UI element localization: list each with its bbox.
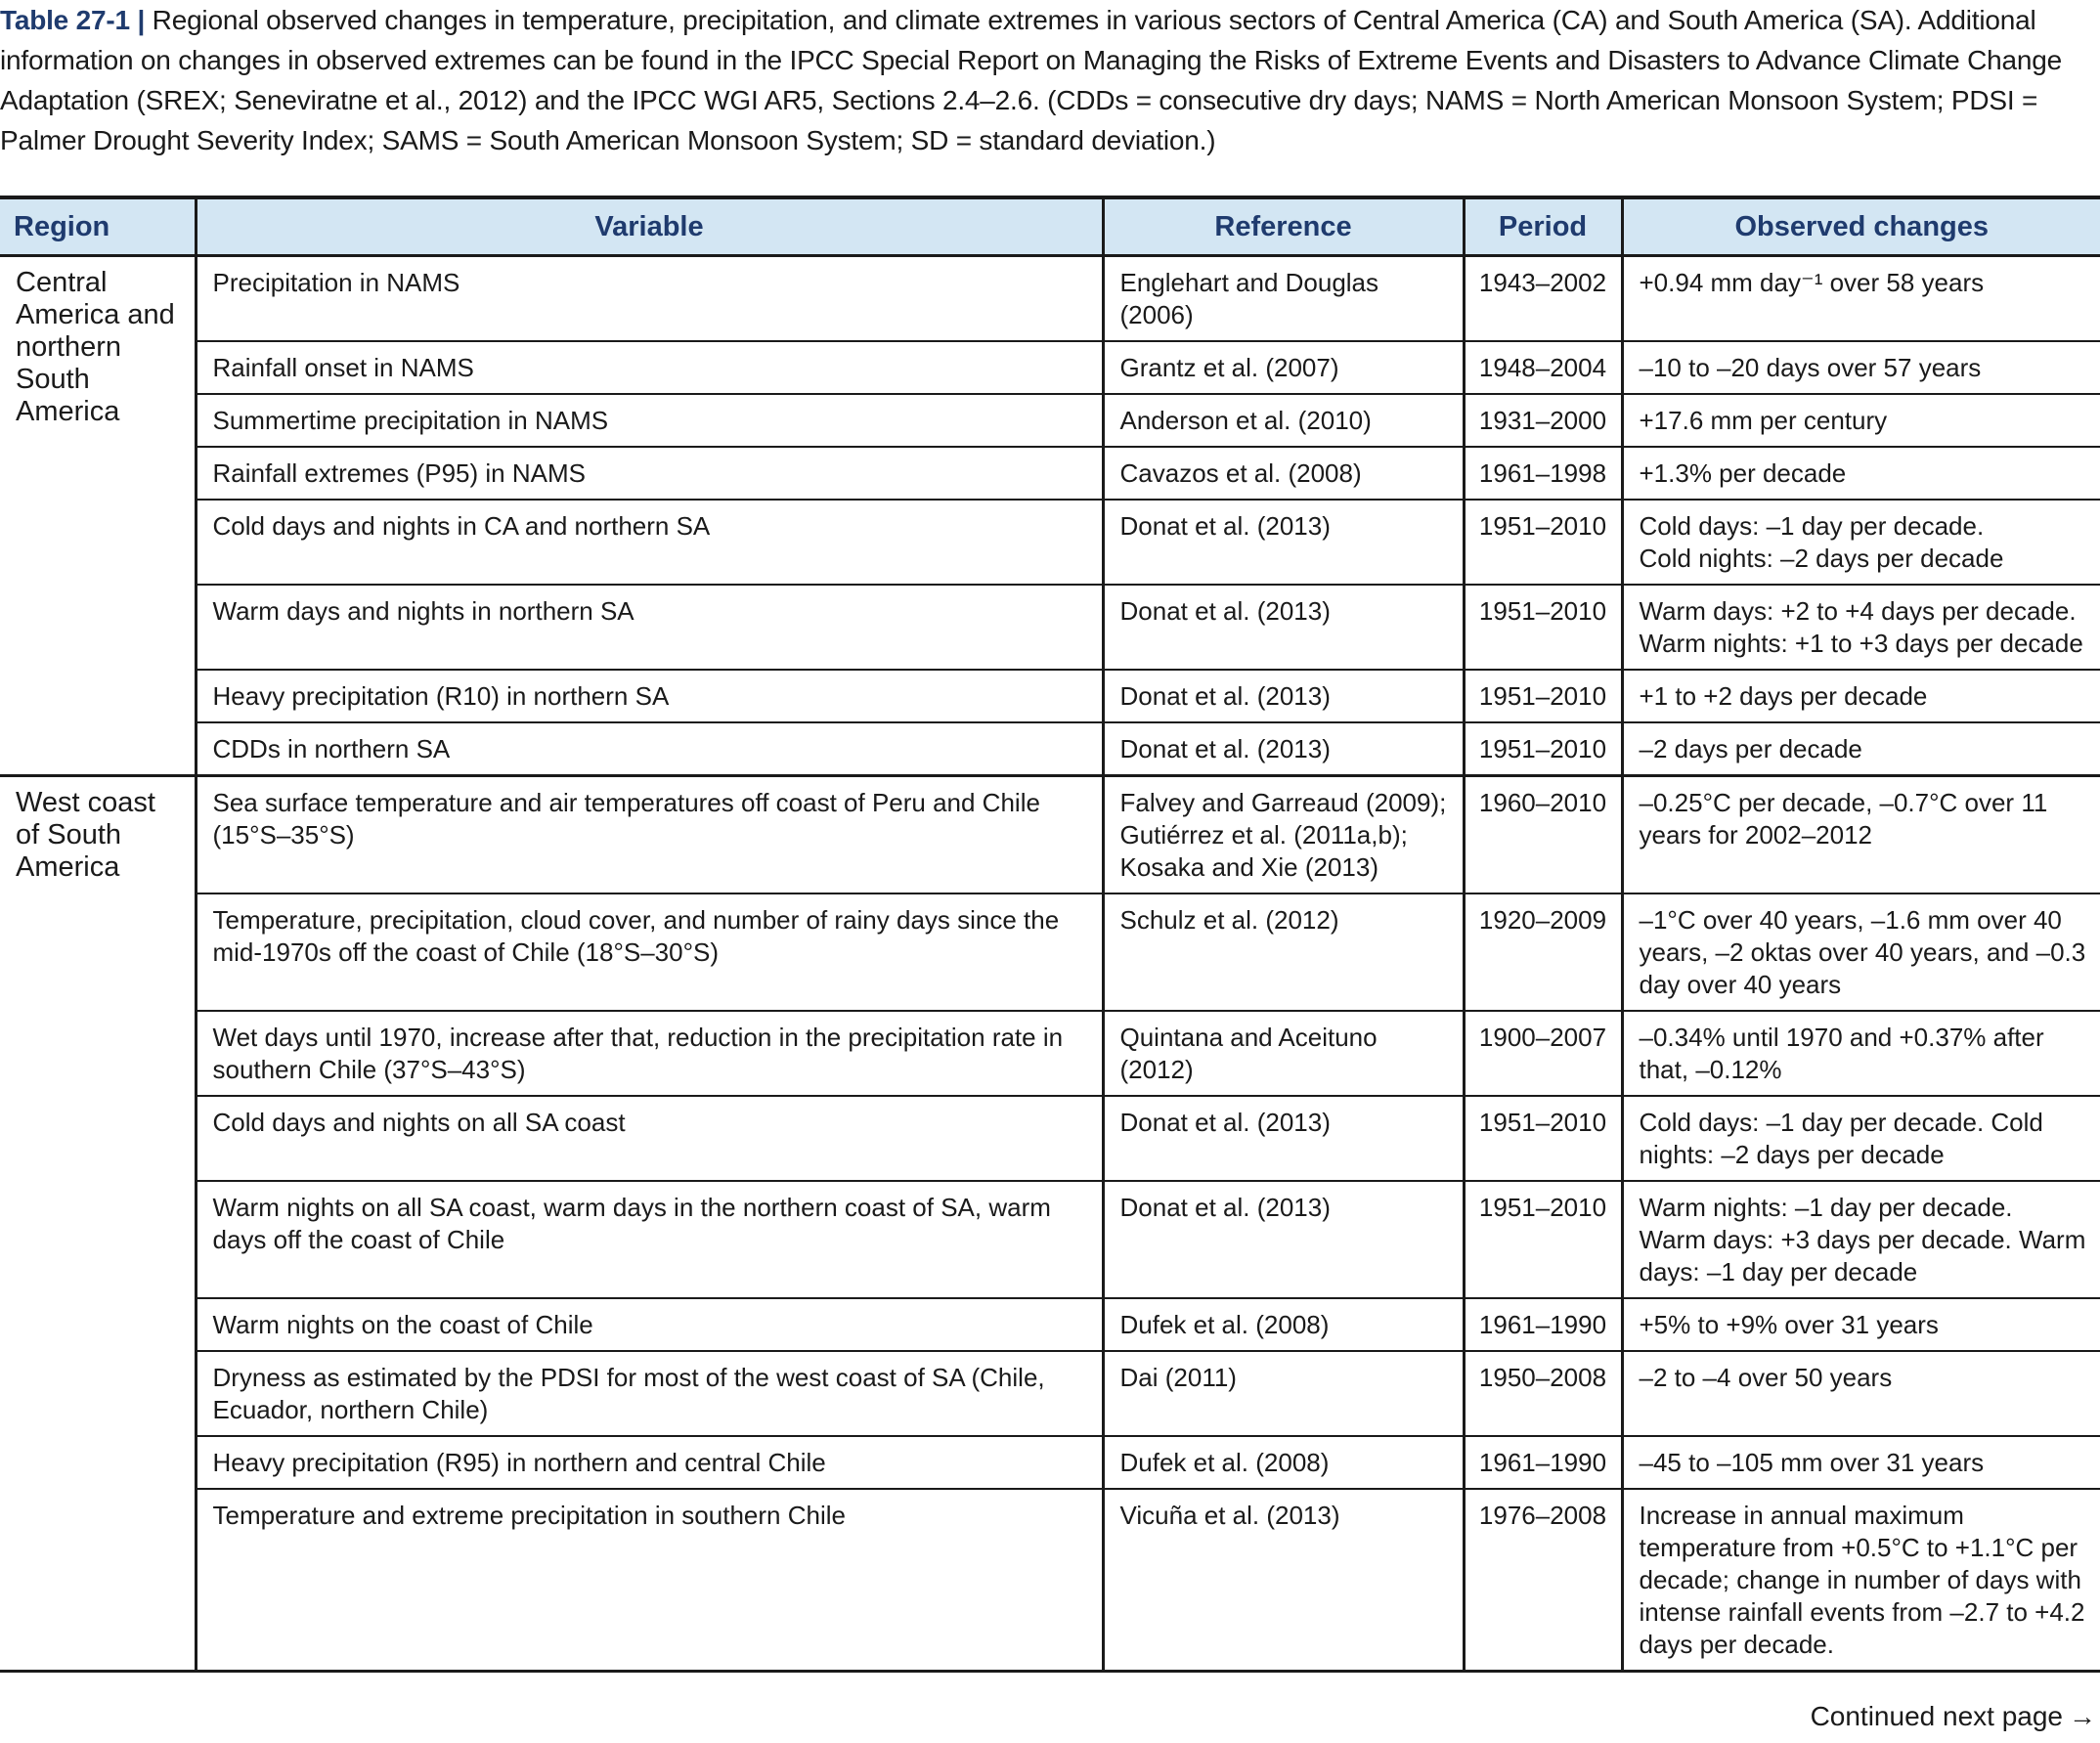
reference-cell: Donat et al. (2013) (1103, 1181, 1464, 1298)
table-row (0, 776, 2100, 894)
header-region: Region (0, 197, 196, 256)
variable-cell: Wet days until 1970, increase after that, reduction in the precipitation rate in southern Chile (37°S–43°S) (196, 1011, 1103, 1096)
variable-cell: Heavy precipitation (R10) in northern SA (196, 670, 1103, 722)
arrow-right-icon: → (2069, 1701, 2096, 1731)
reference-cell: Dai (2011) (1103, 1351, 1464, 1436)
observed-changes-cell: +5% to +9% over 31 years (1622, 1298, 2100, 1351)
period-cell: 1951–2010 (1464, 1096, 1622, 1181)
reference-cell: Schulz et al. (2012) (1103, 893, 1464, 1011)
observed-changes-cell: –0.25°C per decade, –0.7°C over 11 years for 2002–2012 (1622, 776, 2100, 894)
observed-changes-cell: +1.3% per decade (1622, 447, 2100, 500)
observed-changes-cell: –2 to –4 over 50 years (1622, 1351, 2100, 1436)
variable-cell: Dryness as estimated by the PDSI for most of the west coast of SA (Chile, Ecuador, northern Chile) (196, 1351, 1103, 1436)
variable-cell: Cold days and nights in CA and northern SA (196, 500, 1103, 585)
header-observed-changes: Observed changes (1622, 197, 2100, 256)
observed-changes-cell: Cold days: –1 day per decade. Cold nights: –2 days per decade (1622, 500, 2100, 585)
observed-changes-cell: Cold days: –1 day per decade. Cold nights: –2 days per decade (1622, 1096, 2100, 1181)
reference-cell: Englehart and Douglas (2006) (1103, 256, 1464, 342)
observed-changes-table (0, 196, 2100, 1673)
table-row (0, 1011, 2100, 1096)
reference-cell: Quintana and Aceituno (2012) (1103, 1011, 1464, 1096)
period-cell: 1948–2004 (1464, 341, 1622, 394)
table-row (0, 447, 2100, 500)
period-cell: 1976–2008 (1464, 1489, 1622, 1672)
period-cell: 1951–2010 (1464, 670, 1622, 722)
table-row (0, 256, 2100, 342)
table-row (0, 1181, 2100, 1298)
observed-changes-cell: –1°C over 40 years, –1.6 mm over 40 years, –2 oktas over 40 years, and –0.3 day over 40 years (1622, 893, 2100, 1011)
table-caption (0, 0, 2092, 160)
table-row (0, 722, 2100, 776)
region-cell: Central America and northern South America (0, 256, 196, 776)
reference-cell: Grantz et al. (2007) (1103, 341, 1464, 394)
table-row (0, 1489, 2100, 1672)
reference-cell: Donat et al. (2013) (1103, 1096, 1464, 1181)
period-cell: 1951–2010 (1464, 500, 1622, 585)
observed-changes-cell: Increase in annual maximum temperature from +0.5°C to +1.1°C per decade; change in number of days with intense rainfall events from –2.7 to +4.2 days per decade. (1622, 1489, 2100, 1672)
observed-changes-cell: +0.94 mm day⁻¹ over 58 years (1622, 256, 2100, 342)
observed-changes-cell: Warm days: +2 to +4 days per decade. Warm nights: +1 to +3 days per decade (1622, 585, 2100, 670)
observed-changes-cell: –0.34% until 1970 and +0.37% after that, –0.12% (1622, 1011, 2100, 1096)
variable-cell: Rainfall extremes (P95) in NAMS (196, 447, 1103, 500)
header-variable: Variable (196, 197, 1103, 256)
observed-changes-cell: –2 days per decade (1622, 722, 2100, 776)
period-cell: 1961–1990 (1464, 1436, 1622, 1489)
variable-cell: Sea surface temperature and air temperatures off coast of Peru and Chile (15°S–35°S) (196, 776, 1103, 894)
reference-cell: Falvey and Garreaud (2009); Gutiérrez et al. (2011a,b); Kosaka and Xie (2013) (1103, 776, 1464, 894)
caption-text: Regional observed changes in temperature, precipitation, and climate extremes in various sectors of Central America (CA) and South America (SA). Additional information on changes in observed extremes can be found in the IPCC Special Report on Managing the Risks of Extreme Events and Disasters to Advance Climate Change Adaptation (SREX; Seneviratne et al., 2012) and the IPCC WGI AR5, Sections 2.4–2.6. (CDDs = consecutive dry days; NAMS = North American Monsoon System; PDSI = Palmer Drought Severity Index; SAMS = South American Monsoon System; SD = standard deviation.) (0, 5, 2063, 155)
table-row (0, 1298, 2100, 1351)
table-row (0, 500, 2100, 585)
table-row (0, 341, 2100, 394)
header-row (0, 197, 2100, 256)
caption-separator: | (129, 5, 153, 35)
table-row (0, 1436, 2100, 1489)
header-period: Period (1464, 197, 1622, 256)
continued-text: Continued next page (1810, 1701, 2063, 1731)
variable-cell: Warm nights on the coast of Chile (196, 1298, 1103, 1351)
period-cell: 1920–2009 (1464, 893, 1622, 1011)
reference-cell: Anderson et al. (2010) (1103, 394, 1464, 447)
table-row (0, 1096, 2100, 1181)
period-cell: 1951–2010 (1464, 722, 1622, 776)
variable-cell: Rainfall onset in NAMS (196, 341, 1103, 394)
period-cell: 1931–2000 (1464, 394, 1622, 447)
variable-cell: Cold days and nights on all SA coast (196, 1096, 1103, 1181)
variable-cell: CDDs in northern SA (196, 722, 1103, 776)
observed-changes-cell: –45 to –105 mm over 31 years (1622, 1436, 2100, 1489)
variable-cell: Temperature and extreme precipitation in southern Chile (196, 1489, 1103, 1672)
reference-cell: Dufek et al. (2008) (1103, 1436, 1464, 1489)
period-cell: 1951–2010 (1464, 585, 1622, 670)
variable-cell: Temperature, precipitation, cloud cover, and number of rainy days since the mid-1970s off the coast of Chile (18°S–30°S) (196, 893, 1103, 1011)
table-row (0, 585, 2100, 670)
reference-cell: Vicuña et al. (2013) (1103, 1489, 1464, 1672)
period-cell: 1961–1990 (1464, 1298, 1622, 1351)
variable-cell: Heavy precipitation (R95) in northern and central Chile (196, 1436, 1103, 1489)
reference-cell: Donat et al. (2013) (1103, 500, 1464, 585)
reference-cell: Dufek et al. (2008) (1103, 1298, 1464, 1351)
period-cell: 1961–1998 (1464, 447, 1622, 500)
reference-cell: Donat et al. (2013) (1103, 585, 1464, 670)
table-label: Table 27-1 (0, 5, 130, 35)
variable-cell: Summertime precipitation in NAMS (196, 394, 1103, 447)
observed-changes-cell: Warm nights: –1 day per decade. Warm days: +3 days per decade. Warm days: –1 day per decade (1622, 1181, 2100, 1298)
table-row (0, 394, 2100, 447)
period-cell: 1943–2002 (1464, 256, 1622, 342)
reference-cell: Cavazos et al. (2008) (1103, 447, 1464, 500)
observed-changes-cell: +1 to +2 days per decade (1622, 670, 2100, 722)
variable-cell: Precipitation in NAMS (196, 256, 1103, 342)
variable-cell: Warm nights on all SA coast, warm days in the northern coast of SA, warm days off the coast of Chile (196, 1181, 1103, 1298)
observed-changes-cell: +17.6 mm per century (1622, 394, 2100, 447)
table-row (0, 893, 2100, 1011)
reference-cell: Donat et al. (2013) (1103, 670, 1464, 722)
variable-cell: Warm days and nights in northern SA (196, 585, 1103, 670)
table-row (0, 670, 2100, 722)
period-cell: 1960–2010 (1464, 776, 1622, 894)
period-cell: 1951–2010 (1464, 1181, 1622, 1298)
table-row (0, 1351, 2100, 1436)
observed-changes-cell: –10 to –20 days over 57 years (1622, 341, 2100, 394)
period-cell: 1950–2008 (1464, 1351, 1622, 1436)
continued-next-page (1811, 1699, 2096, 1734)
region-cell: West coast of South America (0, 776, 196, 1672)
header-reference: Reference (1103, 197, 1464, 256)
reference-cell: Donat et al. (2013) (1103, 722, 1464, 776)
period-cell: 1900–2007 (1464, 1011, 1622, 1096)
table-body (0, 256, 2100, 1672)
